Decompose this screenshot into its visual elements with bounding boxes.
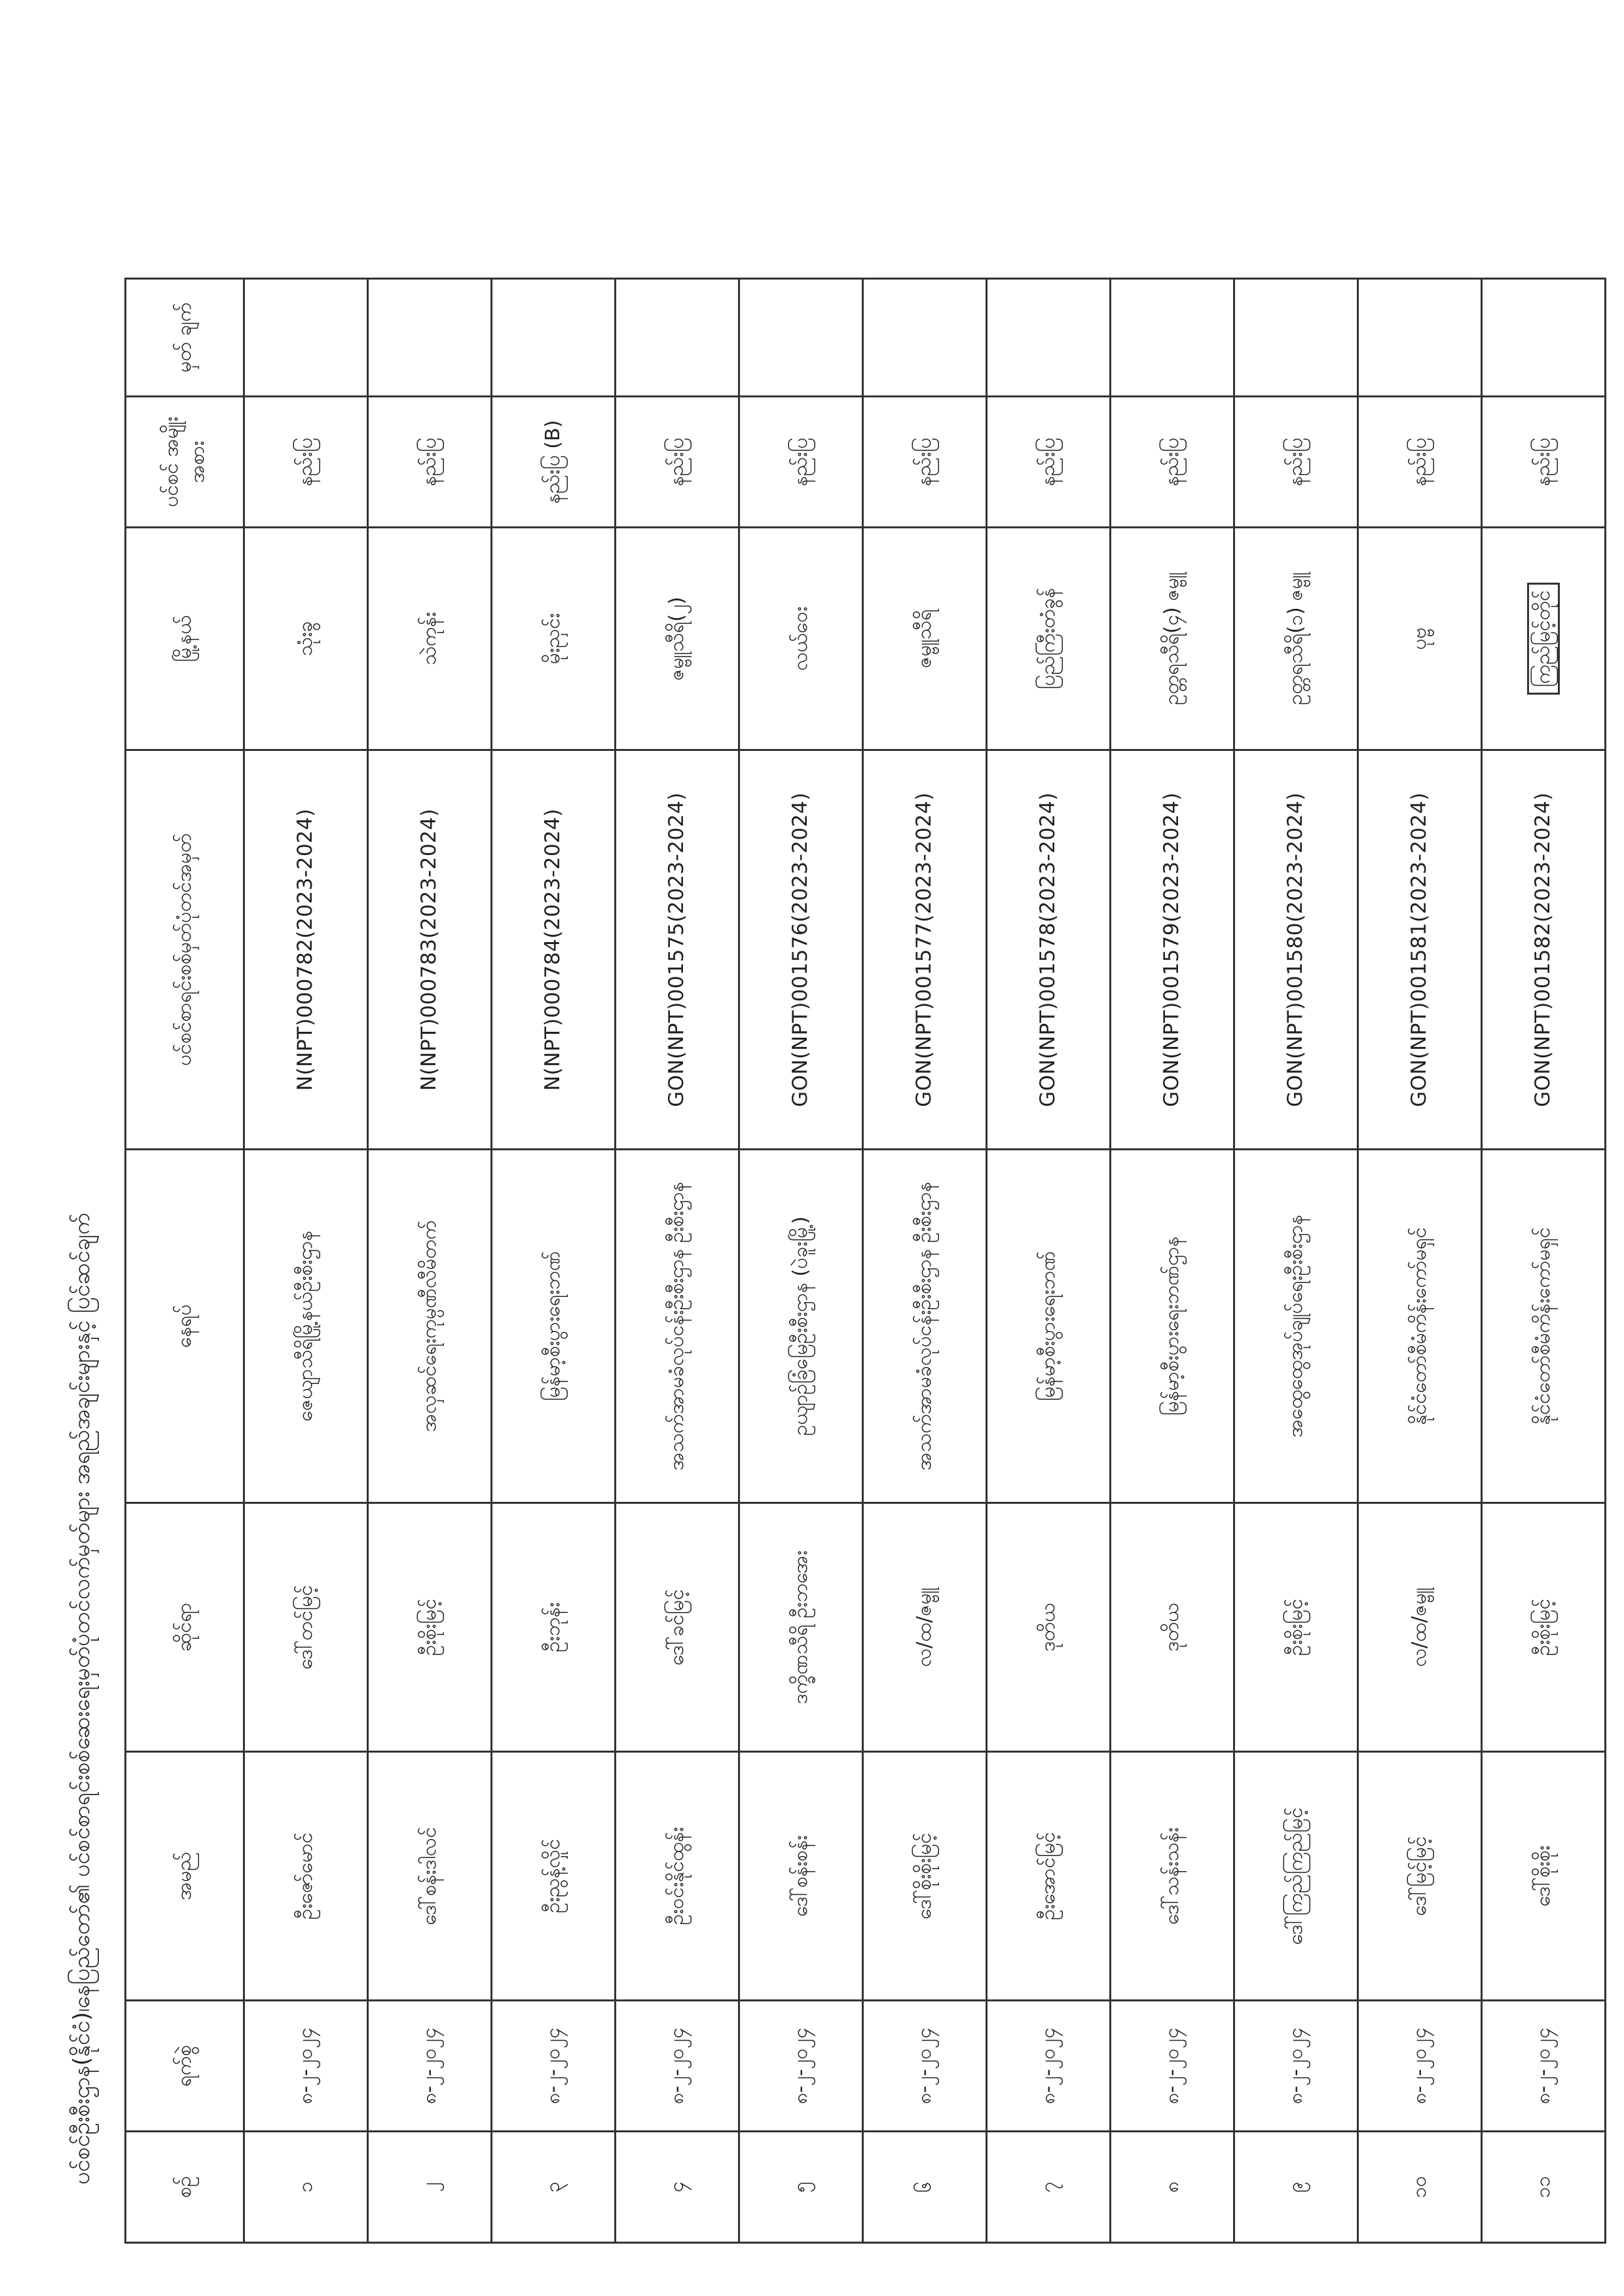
cell-name: ဦးအောင်မြင့်: [987, 1752, 1111, 2001]
cell-town: ဥတ္တရသီရိ(၄) ဇမ္ဗူ: [1111, 528, 1234, 750]
cell-name: ဒေါ်စိုးစိုး: [1482, 1752, 1606, 2001]
cell-no: ၅: [739, 2132, 863, 2243]
cell-grade: နည်းပြ: [368, 397, 492, 528]
cell-reg-no: GON(NPT)001580(2023-2024): [1234, 750, 1358, 1150]
cell-no: ၁၀: [1358, 2132, 1482, 2243]
cell-date: ၈-၂-၂၀၂၄: [368, 2001, 492, 2132]
cell-no: ၈: [1111, 2132, 1234, 2243]
cell-address: မြန်မာ့စီးပွားရေးဘဏ်: [492, 1150, 616, 1503]
cell-remark: [244, 279, 368, 397]
cell-remark: [1234, 279, 1358, 397]
cell-reg-no: GON(NPT)001582(2023-2024): [1482, 750, 1606, 1150]
cell-grade: နည်းပြ: [1234, 397, 1358, 528]
cell-name: ဒေါ်စိုးစိုးမြင့်: [863, 1752, 987, 2001]
cell-name: ဒေါ်စန်းစန်း: [739, 1752, 863, 2001]
cell-remark: [368, 279, 492, 397]
col-header-nrc: ဆိုင်ရာ: [126, 1503, 244, 1752]
cell-reg-no: N(NPT)000784(2023-2024): [492, 750, 616, 1150]
cell-no: ၉: [1234, 2132, 1358, 2243]
cell-no: ၃: [492, 2132, 616, 2243]
cell-address: နိုင်ငံတော်စီမံကိန်းကော်မရှင်: [1482, 1150, 1606, 1503]
cell-no: ၁၁: [1482, 2132, 1606, 2243]
cell-nrc: ဦးဘုန်း: [492, 1503, 616, 1752]
cell-name: ဦးဝင်းနိုင်ထွန်း: [616, 1752, 739, 2001]
cell-name: ဒေါ်စန်းဒါလင်: [368, 1752, 492, 2001]
cell-date: ၈-၂-၂၀၂၄: [739, 2001, 863, 2132]
cell-date: ၈-၂-၂၀၂၄: [1358, 2001, 1482, 2132]
col-header-town: မြို့နယ်: [126, 528, 244, 750]
col-header-no: စဉ်: [126, 2132, 244, 2243]
table-row: [492, 279, 616, 2243]
col-header-date: ရက်စွဲ: [126, 2001, 244, 2132]
cell-grade: နည်းပြ: [1111, 397, 1234, 528]
cell-address: မြန်မာ့စီးပွားရေးဘဏ်ဌာန: [1111, 1150, 1234, 1503]
cell-no: ၇: [987, 2132, 1111, 2243]
cell-address: အသက်အာမခံလုပ်ငန်းဦးစီးဌာန ဦးစီးဌာန: [616, 1150, 739, 1503]
cell-town: သုံးခွ: [244, 528, 368, 750]
cell-reg-no: GON(NPT)001575(2023-2024): [616, 750, 739, 1150]
cell-name: ဒေါ်ကြည်ကြည်မြင့်: [1234, 1752, 1358, 2001]
cell-name: ဦးညွန့်လှိုင်: [492, 1752, 616, 2001]
cell-town: မိုးညှင်း: [492, 528, 616, 750]
cell-address: ဥယျာဉ်ခြံမြေဦးစီးဌာန (ပဲခူးမြို့): [739, 1150, 863, 1503]
cell-reg-no: GON(NPT)001576(2023-2024): [739, 750, 863, 1150]
cell-reg-no: GON(NPT)001579(2023-2024): [1111, 750, 1234, 1150]
cell-nrc: ဒေါ်ခင်မြင့်: [616, 1503, 739, 1752]
table-row: [1111, 279, 1234, 2243]
cell-address: မြန်မာ့စီးပွားရေးဘဏ်: [987, 1150, 1111, 1503]
table-row: [244, 279, 368, 2243]
cell-grade: နည်းပြ (B): [492, 397, 616, 528]
cell-nrc: ဦးစိုးမြင့်: [1234, 1503, 1358, 1752]
cell-remark: [1482, 279, 1606, 397]
town-boxed-label: ကြည်မြင့်တိုင်: [1527, 583, 1560, 694]
cell-grade: နည်းပြ: [987, 397, 1111, 528]
cell-address: အလှဆင်ရေးကုမ္ပဏီလီမိတက်: [368, 1150, 492, 1503]
cell-town: ဥတ္တရသီရိ(၁) ဇမ္ဗူ: [1234, 528, 1358, 750]
cell-no: ၆: [863, 2132, 987, 2243]
cell-town: ပြည်ကြီးတံခွန်: [987, 528, 1111, 750]
col-header-name: အမည်: [126, 1752, 244, 2001]
cell-town: [1482, 528, 1606, 750]
col-header-address: နေရပ်: [126, 1150, 244, 1503]
cell-reg-no: GON(NPT)001577(2023-2024): [863, 750, 987, 1150]
table-row: [1234, 279, 1358, 2243]
cell-address: ဇေယျာသီရိမြို့နယ်ဦးစီးဌာန: [244, 1150, 368, 1503]
cell-nrc: ဒုတိယ: [987, 1503, 1111, 1752]
cell-grade: နည်းပြ: [739, 397, 863, 528]
col-header-grade: ပင်စင် အမျိုးအစား: [126, 397, 244, 528]
cell-address: အထွေထွေအုပ်ချုပ်ရေးဦးစီးဌာန: [1234, 1150, 1358, 1503]
cell-date: ၈-၂-၂၀၂၄: [492, 2001, 616, 2132]
col-header-remark: မှတ် ချက်: [126, 279, 244, 397]
table-row: [739, 279, 863, 2243]
cell-no: ၂: [368, 2132, 492, 2243]
cell-nrc: ဦးစိုးမြင့်: [368, 1503, 492, 1752]
cell-address: နိုင်ငံတော်စီမံကိန်းကော်မရှင်: [1358, 1150, 1482, 1503]
cell-date: ၈-၂-၂၀၂၄: [1482, 2001, 1606, 2132]
cell-no: ၄: [616, 2132, 739, 2243]
cell-name: ဒေါ်မြင့်မြင့်: [1358, 1752, 1482, 2001]
table-row: [987, 279, 1111, 2243]
cell-remark: [1358, 279, 1482, 397]
cell-nrc: ဒေါ်တင်မြင့်: [244, 1503, 368, 1752]
table-row: [1358, 279, 1482, 2243]
cell-town: ဇမ္ဗူသီရိ: [863, 528, 987, 750]
cell-grade: နည်းပြ: [244, 397, 368, 528]
cell-reg-no: GON(NPT)001581(2023-2024): [1358, 750, 1482, 1150]
table-header-row: [126, 279, 244, 2243]
cell-no: ၁: [244, 2132, 368, 2243]
cell-town: သဲကုန်း: [368, 528, 492, 750]
cell-remark: [739, 279, 863, 397]
cell-date: ၈-၂-၂၀၂၄: [1111, 2001, 1234, 2132]
cell-date: ၈-၂-၂၀၂၄: [616, 2001, 739, 2132]
cell-nrc: လ/ထ/ဇမ္ဗူ: [1358, 1503, 1482, 1752]
cell-nrc: လ/ထ/ဇမ္ဗူ: [863, 1503, 987, 1752]
cell-remark: [1111, 279, 1234, 397]
cell-town: လယ်ဝေး: [739, 528, 863, 750]
table-row: [616, 279, 739, 2243]
cell-remark: [492, 279, 616, 397]
cell-nrc: ဒုတိယ: [1111, 1503, 1234, 1752]
cell-name: ဒေါ်သန်းသန်း: [1111, 1752, 1234, 2001]
page-title: ပင်စင်ဦးစီးဌာန(နိုင်ငံ)၊နေပြည်တော်၏ ပင်စင်စာရင်းစစ်ဆေးရေးမှတ်ပုံတင်လက်မှတ်များ အရည်အချင်းများနှင့် ပြင်ဆင်ချက်: [69, 1212, 95, 2185]
table-row: [368, 279, 492, 2243]
col-header-reg-no: ပင်စင်စာရင်းစစ်မှတ်ပုံတင်အမှတ်: [126, 750, 244, 1150]
cell-reg-no: GON(NPT)001578(2023-2024): [987, 750, 1111, 1150]
cell-grade: နည်းပြ: [863, 397, 987, 528]
cell-date: ၈-၂-၂၀၂၄: [244, 2001, 368, 2132]
cell-date: ၈-၂-၂၀၂၄: [863, 2001, 987, 2132]
cell-nrc: ဦးစိုးမြင့်: [1482, 1503, 1606, 1752]
cell-town: ဇမ္ဗူသီရိ(၂): [616, 528, 739, 750]
cell-address: အသက်အာမခံလုပ်ငန်းဦးစီးဌာန ဦးစီးဌာန: [863, 1150, 987, 1503]
cell-grade: နည်းပြ: [616, 397, 739, 528]
cell-name: ဦးဇော်မောင်: [244, 1752, 368, 2001]
registration-table: [124, 278, 1606, 2244]
cell-nrc: ဒက္ခိဏသီရိ ဦးဘအေး: [739, 1503, 863, 1752]
cell-grade: နည်းပြ: [1358, 397, 1482, 528]
table-row: [1482, 279, 1606, 2243]
cell-remark: [863, 279, 987, 397]
cell-date: ၈-၂-၂၀၂၄: [987, 2001, 1111, 2132]
cell-remark: [616, 279, 739, 397]
table-body: [244, 279, 1606, 2243]
cell-town: ပုဗ္ဗ: [1358, 528, 1482, 750]
cell-remark: [987, 279, 1111, 397]
cell-reg-no: N(NPT)000783(2023-2024): [368, 750, 492, 1150]
cell-reg-no: N(NPT)000782(2023-2024): [244, 750, 368, 1150]
table-row: [863, 279, 987, 2243]
cell-date: ၈-၂-၂၀၂၄: [1234, 2001, 1358, 2132]
cell-grade: နည်းပြ: [1482, 397, 1606, 528]
